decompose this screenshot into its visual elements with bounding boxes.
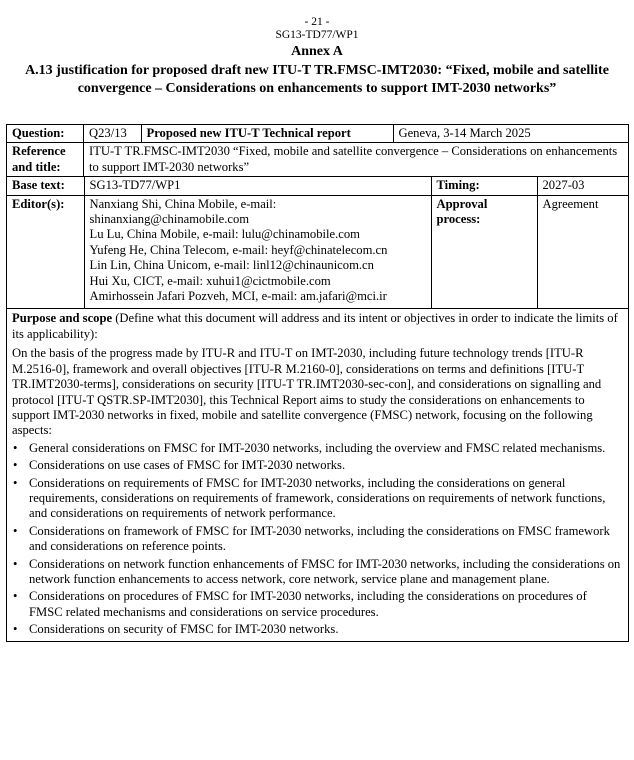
purpose-heading-note: (Define what this document will address and its intent or objectives in order to indicate the limits of its applicability): [12,311,618,341]
annex-heading: Annex A [291,44,343,59]
base-text-value: SG13-TD77/WP1 [84,177,431,195]
editor-entry: Lin Lin, China Unicom, e-mail: linl12@chinaunicom.cn [89,258,374,273]
base-editor-row [7,177,629,309]
editors-list [84,195,431,308]
purpose-heading: Purpose and scope [12,311,113,326]
approval-label: Approval process: [431,195,537,308]
question-inner-table [84,125,629,142]
aspect-list [12,441,622,638]
meeting-location: Geneva, 3-14 March 2025 [393,125,629,142]
aspect-item: • General considerations on FMSC for IMT-2030 networks, including the overview and FMSC related mechanisms. [12,441,622,456]
timing-label: Timing: [431,177,537,195]
reference-value: ITU-T TR.FMSC-IMT2030 “Fixed, mobile and satellite convergence – Considerations on enhancements to support IMT-2030 networks” [84,143,629,177]
aspect-item: • Considerations on use cases of FMSC for IMT-2030 networks. [12,458,622,473]
aspect-item: • Considerations on security of FMSC for IMT-2030 networks. [12,622,622,637]
editor-entry: Nanxiang Shi, China Mobile, e-mail: shinanxiang@chinamobile.com [89,196,277,227]
reference-row [7,143,629,177]
question-row [7,125,629,143]
approval-value: Agreement [537,195,629,308]
purpose-intro: On the basis of the progress made by ITU-R and ITU-T on IMT-2030, including future technology trends [ITU-R M.2516-0], framework and overall objectives [ITU-R M.2160-0], considerations on terms and definitions [ITU-T TR.IMT2030-terms], considerations on security [ITU-T TR.IMT2030-sec-con], and considerations on signalling and protocol [ITU-T QSTR.SP-IMT2030], this Technical Report aims to study the considerations on enhancements to support IMT-2030 networks in fixed, mobile and satellite convergence (FMSC) network, focusing on the following aspects: [12,346,602,438]
editor-entry: Lu Lu, China Mobile, e-mail: lulu@chinamobile.com [89,227,360,242]
aspect-item: • Considerations on requirements of FMSC for IMT-2030 networks, including the considerations on general requirements, considerations on requirements of framework, considerations on requirements of network functions, and considerations on requirements of network performance. [12,476,622,522]
editor-entry: Hui Xu, CICT, e-mail: xuhui1@cictmobile.com [89,273,331,288]
reference-label: Reference and title: [7,143,84,177]
question-value: Q23/13 [84,125,141,142]
purpose-heading-paragraph [12,311,622,342]
base-editor-inner-table [7,177,629,308]
aspect-item: • Considerations on network function enhancements of FMSC for IMT-2030 networks, including the considerations on network function enhancements to access network, core network, service plane and management plane. [12,557,622,588]
annex-title: A.13 justification for proposed draft new ITU-T TR.FMSC-IMT2030: “Fixed, mobile and satellite convergence – Considerations on enhancements to support IMT-2030 networks” [25,63,609,96]
editor-entry: Yufeng He, China Telecom, e-mail: heyf@chinatelecom.cn [89,242,388,257]
editors-label: Editor(s): [7,195,84,308]
purpose-row [7,309,629,641]
justification-table [6,124,629,642]
aspect-item: • Considerations on framework of FMSC for IMT-2030 networks, including the considerations on FMSC framework and considerations on reference points. [12,524,622,555]
editor-entry: Amirhossein Jafari Pozveh, MCI, e-mail: am.jafari@mci.ir [89,289,387,304]
proposed-type: Proposed new ITU-T Technical report [141,125,393,142]
timing-value: 2027-03 [537,177,629,195]
page-number: - 21 - [304,16,330,28]
aspect-item: • Considerations on procedures of FMSC for IMT-2030 networks, including the considerations on procedures of FMSC related mechanisms and considerations on service procedures. [12,589,622,620]
document-reference: SG13-TD77/WP1 [275,29,359,41]
base-text-label: Base text: [7,177,84,195]
question-label: Question: [7,125,84,143]
